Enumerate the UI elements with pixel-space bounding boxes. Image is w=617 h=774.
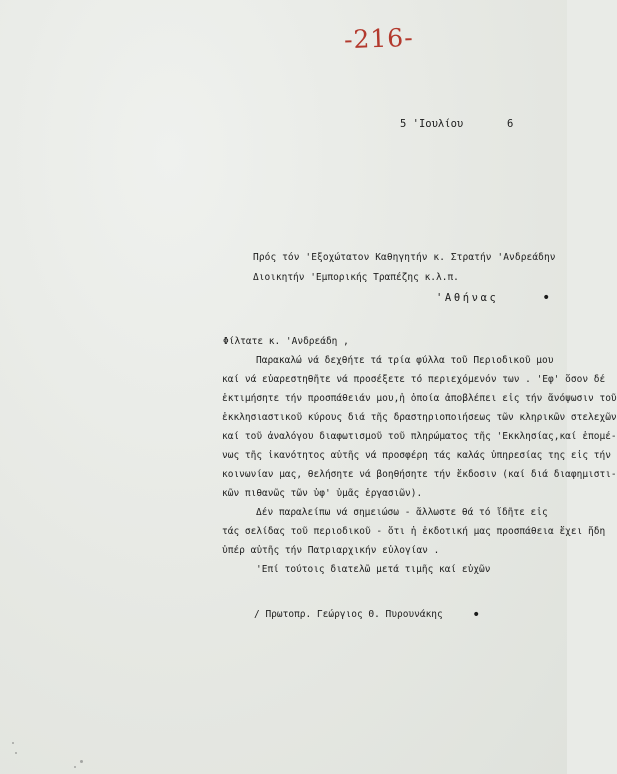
body-line: κῶν πιθανῶς τῶν ὑφ' ὑμᾶς ἐργασιῶν). — [222, 488, 423, 499]
recipient-line-1: Πρός τόν 'Εξοχώτατον Καθηγητήν κ. Στρατήν 'Ανδρεάδην — [253, 252, 556, 263]
paper-speck — [15, 752, 17, 754]
body-line: Παρακαλώ νά δεχθήτε τά τρία φύλλα τοῦ Περιοδικοῦ μου — [256, 355, 554, 366]
body-line: καί νά εὐαρεστηθῆτε νά προσέξετε τό περιεχόμενόν των . 'Εφ' ὅσον δέ — [222, 374, 606, 385]
body-line: ἐκτιμήσητε τήν προσπάθειάν μου,ἡ ὁποία ἀποβλέπει εἰς τήν ἄνόψωσιν τοῦ — [222, 393, 617, 404]
salutation: Φίλτατε κ. 'Ανδρεάδη , — [223, 336, 349, 347]
paper-speck — [12, 742, 14, 744]
recipient-city: 'Αθήνας — [436, 292, 499, 304]
body-line: ὑπέρ αὐτῆς τήν Πατριαρχικήν εὐλογίαν . — [222, 545, 440, 556]
body-line: καί τοῦ ἀναλόγου διαφωτισμοῦ τοῦ πληρώματος τῆς 'Εκκλησίας,καί ἐπομέ- — [222, 431, 617, 442]
body-line: τάς σελίδας τοῦ περιοδικοῦ - ὅτι ἡ ἐκδοτική μας προσπάθεια ἔχει ἤδη — [222, 526, 606, 537]
body-line: 'Επί τούτοις διατελῶ μετά τιμῆς καί εὐχῶν — [256, 564, 491, 575]
recipient-line-2: Διοικητήν 'Εμπορικής Τραπέζης κ.λ.π. — [253, 272, 459, 283]
letter-date: 5 'Ιουλίου — [400, 118, 464, 130]
bullet-mark: • — [542, 290, 551, 306]
body-line: Δέν παραλείπω νά σημειώσω - ἄλλωστε θά τό ἴδῆτε εἰς — [256, 507, 548, 518]
bullet-mark: • — [472, 607, 481, 623]
paper-speck — [80, 760, 83, 763]
body-line: ἐκκλησιαστικοῦ κύρους διά τῆς δραστηριοποιήσεως τῶν κληρικῶν στελεχῶν — [222, 412, 617, 423]
body-line: νως τῆς ἱκανότητος αὐτῆς νά προσφέρη τάς καλάς ὑπηρεσίας της εἰς τήν — [222, 450, 611, 461]
body-line: κοινωνίαν μας, θελήσητε νά βοηθήσητε τήν ἔκδοσιν (καί διά διαφημιστι- — [222, 469, 617, 480]
page-number: -216- — [343, 22, 415, 55]
letter-date-number: 6 — [507, 118, 514, 130]
signature-line: / Πρωτοπρ. Γεώργιος Θ. Πυρουνάκης — [254, 609, 443, 620]
paper-speck — [74, 766, 76, 768]
